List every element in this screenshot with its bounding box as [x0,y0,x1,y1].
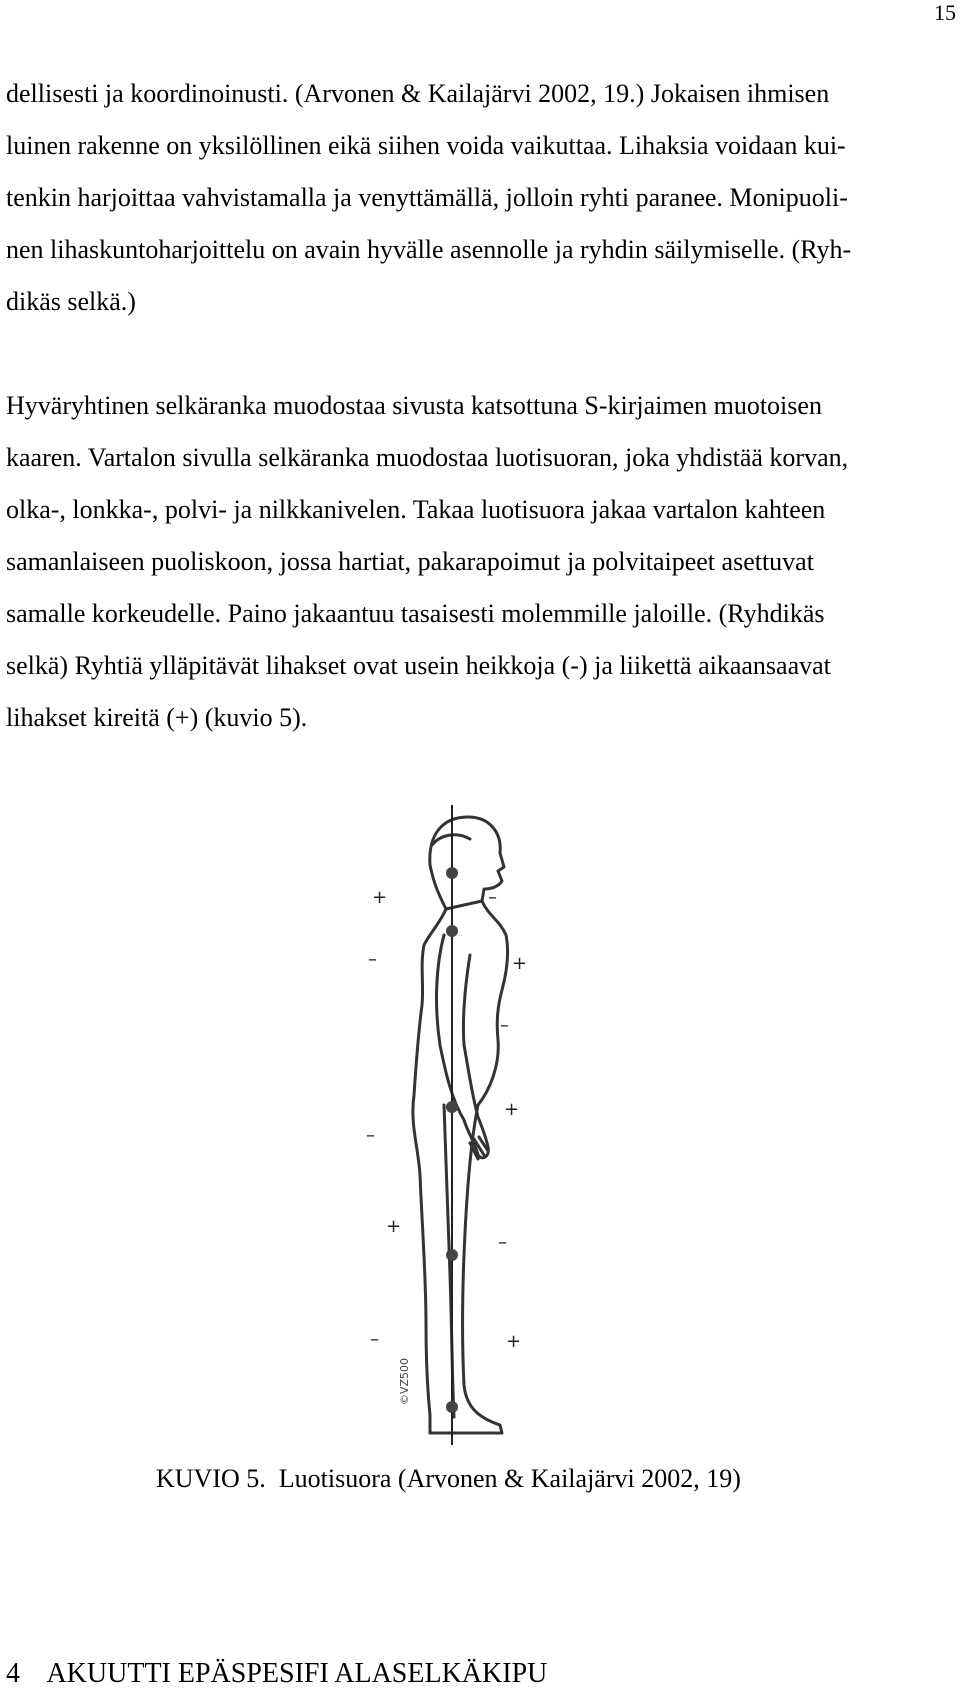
muscle-markers-left [366,887,401,1350]
marker-right-1: – [488,887,497,908]
ear-joint-dot [446,867,458,879]
marker-right-2: + [512,953,528,974]
text-line: kaaren. Vartalon sivulla selkäranka muodostaa luotisuoran, joka yhdistää korvan, [6,443,849,472]
text-line: selkä) Ryhtiä ylläpitävät lihakset ovat usein heikkoja (-) ja liikettä aikaansaavat [6,651,831,680]
section-heading: 4 AKUUTTI EPÄSPESIFI ALASELKÄKIPU [6,1658,548,1689]
text-line: nen lihaskuntoharjoittelu on avain hyvälle asennolle ja ryhdin säilymiselle. (Ryh- [6,235,852,264]
hip-joint-dot [446,1101,458,1113]
posture-illustration [360,805,580,1455]
ankle-joint-dot [446,1401,458,1413]
illustrator-signature: ©VZ500 [398,1357,411,1405]
marker-right-6: + [506,1331,522,1352]
figure-caption: KUVIO 5. Luotisuora (Arvonen & Kailajärvi 2002, 19) [156,1464,741,1493]
marker-left-1: + [372,887,388,908]
text-line: luinen rakenne on yksilöllinen eikä siihen voida vaikuttaa. Lihaksia voidaan kui- [6,131,846,160]
paragraph-1 [6,68,936,328]
marker-left-3: – [366,1125,375,1146]
text-line: Hyväryhtinen selkäranka muodostaa sivusta katsottuna S-kirjaimen muotoisen [6,391,822,420]
text-line: dellisesti ja koordinoinusti. (Arvonen & Kailajärvi 2002, 19.) Jokaisen ihmisen [6,79,830,108]
text-line: dikäs selkä.) [6,287,136,316]
page-number: 15 [934,0,956,25]
marker-right-5: – [498,1232,507,1253]
text-line: olka-, lonkka-, polvi- ja nilkkanivelen. Takaa luotisuora jakaa vartalon kahteen [6,495,826,524]
text-line: tenkin harjoittaa vahvistamalla ja venyttämällä, jolloin ryhti paranee. Monipuoli- [6,183,848,212]
text-line: lihakset kireitä (+) (kuvio 5). [6,703,308,732]
text-line: samanlaiseen puoliskoon, jossa hartiat, pakarapoimut ja polvitaipeet asettuvat [6,547,814,576]
shoulder-joint-dot [446,925,458,937]
marker-left-2: – [368,949,377,970]
knee-joint-dot [446,1249,458,1261]
marker-left-5: – [370,1329,379,1350]
marker-right-4: + [504,1099,520,1120]
marker-left-4: + [386,1216,402,1237]
text-line: samalle korkeudelle. Paino jakaantuu tasaisesti molemmille jaloille. (Ryhdikäs [6,599,825,628]
human-silhouette [413,817,508,1433]
marker-right-3: – [500,1015,509,1036]
posture-figure [360,805,580,1455]
paragraph-2 [6,380,936,744]
